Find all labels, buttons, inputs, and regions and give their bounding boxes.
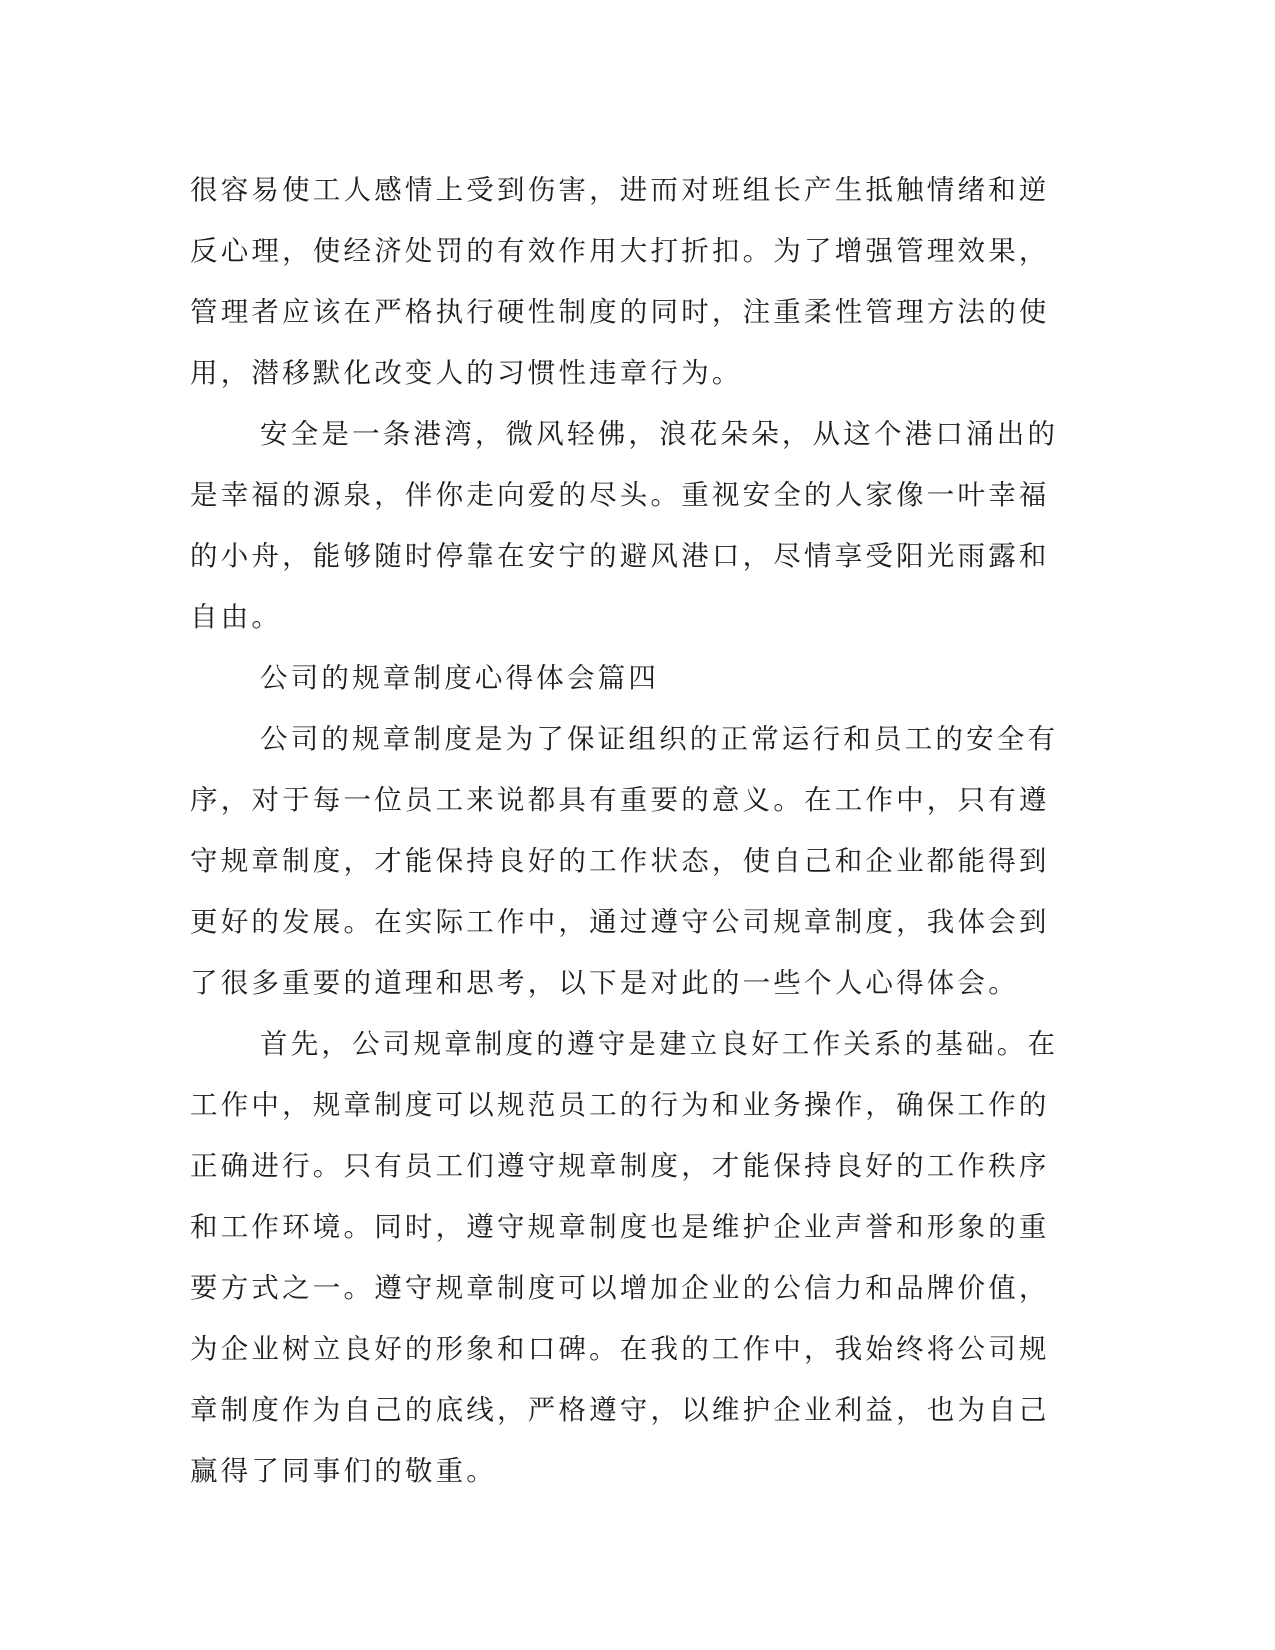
paragraph-rules-first: 首先，公司规章制度的遵守是建立良好工作关系的基础。在工作中，规章制度可以规范员工的行为和业务操作，确保工作的正确进行。只有员工们遵守规章制度，才能保持良好的工作秩序和工作环境。同时，遵守规章制度也是维护企业声誉和形象的重要方式之一。遵守规章制度可以增加企业的公信力和品牌价值，为企业树立良好的形象和口碑。在我的工作中，我始终将公司规章制度作为自己的底线，严格遵守，以维护企业利益，也为自己赢得了同事们的敬重。 [190, 1028, 1059, 1487]
paragraph-safety-harbor: 安全是一条港湾，微风轻佛，浪花朵朵，从这个港口涌出的是幸福的源泉，伴你走向爱的尽头。重视安全的人家像一叶幸福的小舟，能够随时停靠在安宁的避风港口，尽情享受阳光雨露和自由。 [190, 418, 1059, 633]
document-body [190, 160, 1080, 1502]
section-heading: 公司的规章制度心得体会篇四 [260, 662, 660, 694]
paragraph-continuation: 很容易使工人感情上受到伤害，进而对班组长产生抵触情绪和逆反心理，使经济处罚的有效作用大打折扣。为了增强管理效果，管理者应该在严格执行硬性制度的同时，注重柔性管理方法的使用，潜移默化改变人的习惯性违章行为。 [190, 174, 1050, 389]
paragraph-rules-intro: 公司的规章制度是为了保证组织的正常运行和员工的安全有序，对于每一位员工来说都具有重要的意义。在工作中，只有遵守规章制度，才能保持良好的工作状态，使自己和企业都能得到更好的发展。在实际工作中，通过遵守公司规章制度，我体会到了很多重要的道理和思考，以下是对此的一些个人心得体会。 [190, 723, 1059, 999]
